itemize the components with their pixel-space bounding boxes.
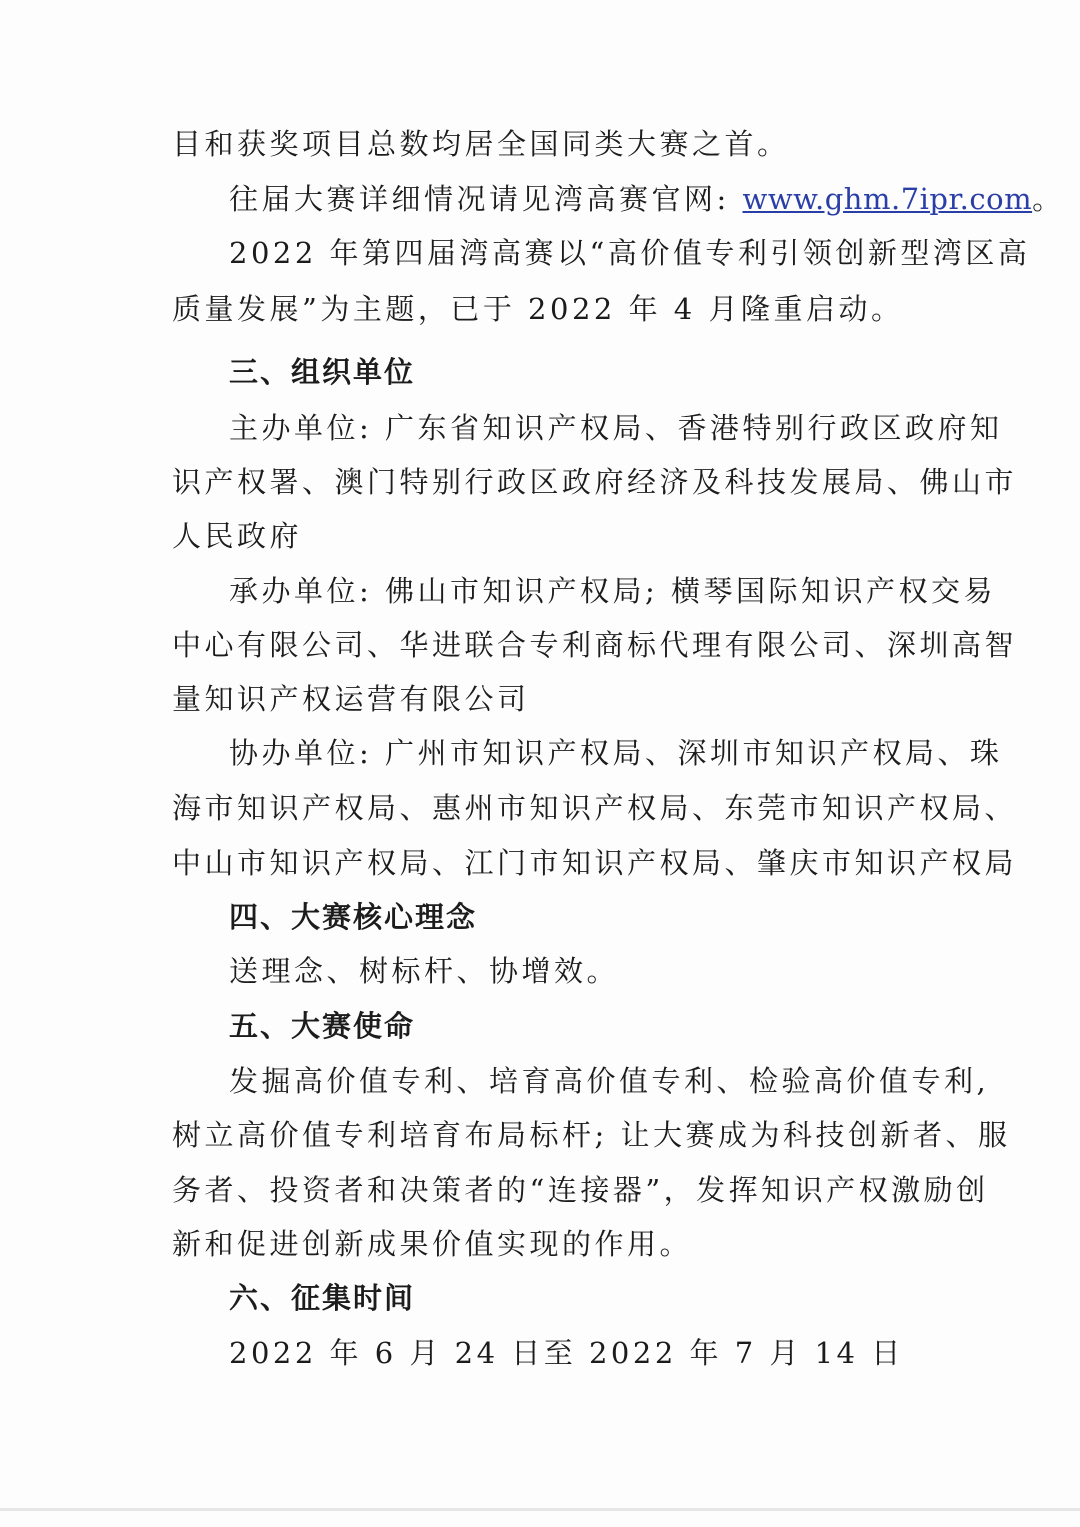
section-heading-mission: 五、大赛使命	[229, 1009, 416, 1043]
paragraph-line: 协办单位: 广州市知识产权局、深圳市知识产权局、珠	[229, 736, 1003, 770]
period: 。	[1032, 182, 1065, 216]
website-paragraph	[229, 179, 1065, 219]
paragraph-line: 质量发展”为主题，已于 2022 年 4 月隆重启动。	[172, 292, 904, 326]
website-label: 往届大赛详细情况请见湾高赛官网:	[229, 182, 743, 216]
section-heading-organizers: 三、组织单位	[229, 355, 416, 389]
paragraph-line: 中山市知识产权局、江门市知识产权局、肇庆市知识产权局	[172, 846, 1018, 880]
paragraph-line: 务者、投资者和决策者的“连接器”，发挥知识产权激励创	[172, 1173, 989, 1207]
paragraph-line: 承办单位: 佛山市知识产权局; 横琴国际知识产权交易	[229, 574, 996, 608]
section-heading-core-concept: 四、大赛核心理念	[229, 900, 478, 934]
paragraph-line: 海市知识产权局、惠州市知识产权局、东莞市知识产权局、	[172, 791, 1018, 825]
paragraph-line: 人民政府	[172, 519, 303, 553]
paragraph-line: 量知识产权运营有限公司	[172, 682, 530, 716]
paragraph-line: 发掘高价值专利、培育高价值专利、检验高价值专利,	[229, 1064, 990, 1098]
paragraph-line: 树立高价值专利培育布局标杆; 让大赛成为科技创新者、服	[172, 1118, 1011, 1152]
paragraph-line: 主办单位: 广东省知识产权局、香港特别行政区政府知	[229, 411, 1003, 445]
paragraph-line: 新和促进创新成果价值实现的作用。	[172, 1227, 693, 1261]
page-bottom-divider	[0, 1508, 1080, 1511]
website-link[interactable]: www.ghm.7ipr.com	[742, 182, 1033, 216]
paragraph-line: 2022 年第四届湾高赛以“高价值专利引领创新型湾区高	[229, 236, 1031, 270]
paragraph-line: 送理念、树标杆、协增效。	[229, 954, 620, 988]
paragraph-line: 目和获奖项目总数均居全国同类大赛之首。	[172, 127, 790, 161]
paragraph-line: 中心有限公司、华进联合专利商标代理有限公司、深圳高智	[172, 628, 1018, 662]
paragraph-line: 2022 年 6 月 24 日至 2022 年 7 月 14 日	[229, 1336, 904, 1370]
paragraph-line: 识产权署、澳门特别行政区政府经济及科技发展局、佛山市	[172, 465, 1018, 499]
section-heading-collection-time: 六、征集时间	[229, 1281, 416, 1315]
